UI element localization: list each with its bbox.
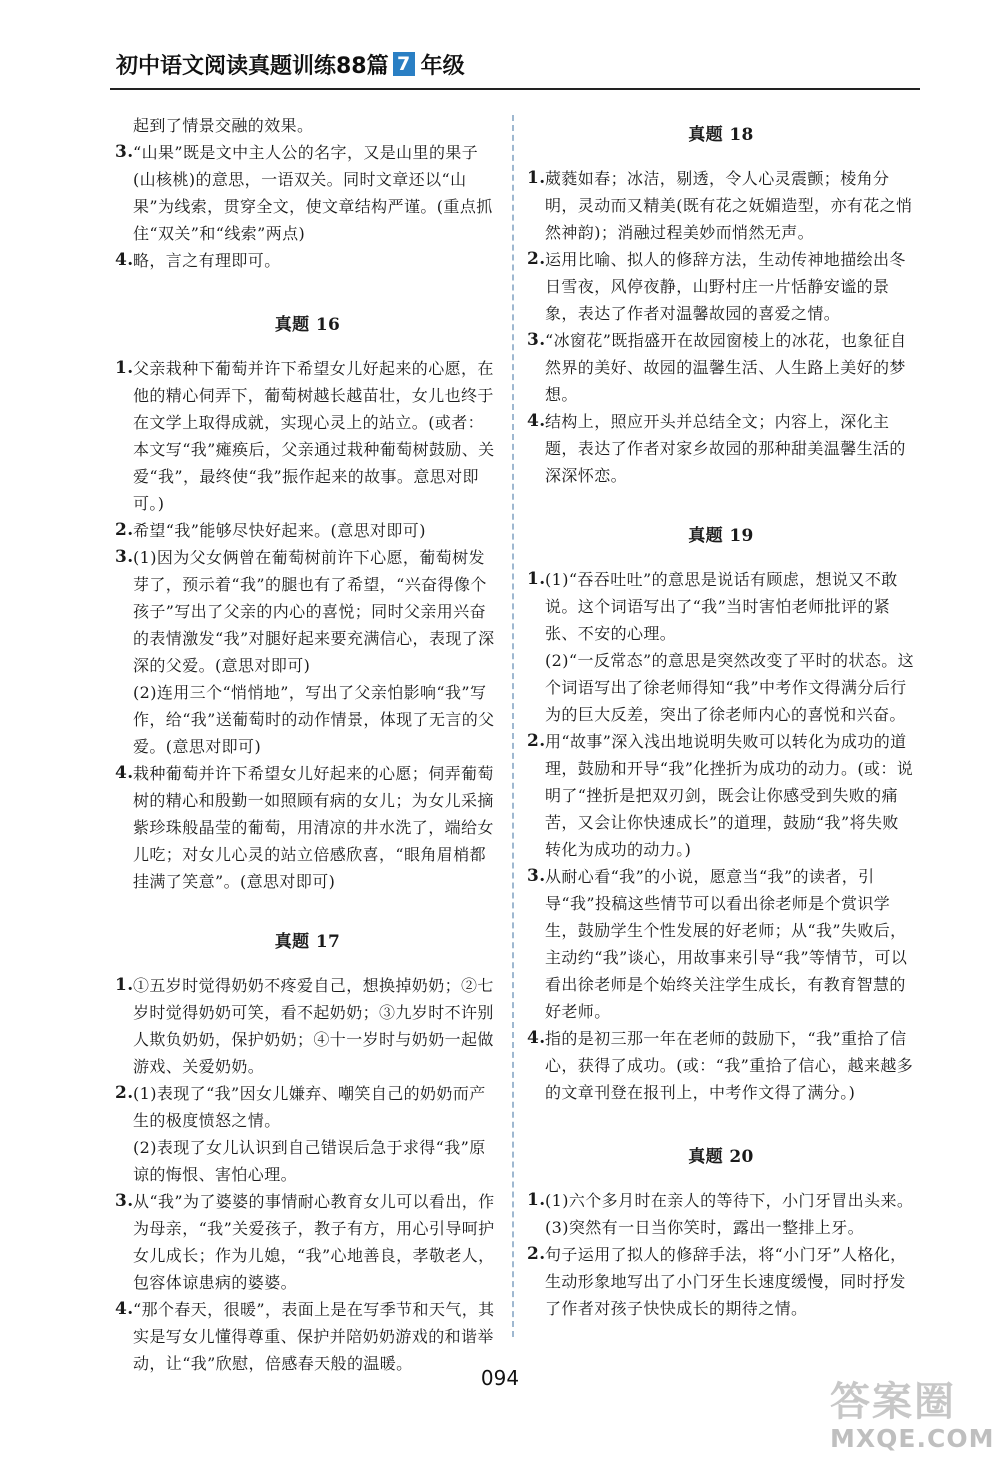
answer-item — [115, 247, 500, 274]
item-text: 略，言之有理即可。 — [133, 251, 281, 270]
item-text: “山果”既是文中主人公的名字，又是山里的果子(山核桃)的意思，一语双关。同时文章还以“山果”为线索，贯穿全文，使文章结构严谨。(重点抓住“双关”和“线索”两点) — [133, 143, 493, 243]
answer-item — [115, 517, 500, 544]
item-text: 从“我”为了婆婆的事情耐心教育女儿可以看出，作为母亲，“我”关爱孩子，教子有方，用心引导呵护女儿成长；作为儿媳，“我”心地善良，孝敬老人，包容体谅患病的婆婆。 — [133, 1192, 495, 1292]
left-column — [115, 112, 500, 1377]
item-number: 1. — [115, 358, 134, 378]
item-text: (1)因为父女俩曾在葡萄树前许下心愿，葡萄树发芽了，预示着“我”的腿也有了希望，“兴奋得像个孩子”写出了父亲的内心的喜悦；同时父亲用兴奋的表情激发“我”对腿好起来要充满信心，表现了深深的父爱。(意思对即可) — [133, 548, 495, 675]
grade-suffix: 年级 — [420, 53, 465, 79]
item-text: 结构上，照应开头并总结全文；内容上，深化主题，表达了作者对家乡故园的那种甜美温馨生活的深深怀恋。 — [545, 412, 906, 485]
answer-item — [527, 327, 915, 408]
item-subtext: (2)“一反常态”的意思是突然改变了平时的状态。这个词语写出了徐老师得知“我”中考作文得满分后行为的巨大反差，突出了徐老师内心的喜悦和兴奋。 — [545, 651, 915, 724]
item-number: 1. — [527, 569, 546, 589]
watermark-url: MXQE.COM — [830, 1424, 995, 1453]
continuation-text: 起到了情景交融的效果。 — [133, 116, 314, 135]
item-text: “那个春天，很暖”，表面上是在写季节和天气，其实是写女儿懂得尊重、保护并陪奶奶游戏的和谐举动，让“我”欣慰，倍感春天般的温暖。 — [133, 1300, 495, 1373]
item-number: 2. — [527, 249, 546, 269]
section-title-20: 真题 20 — [688, 1147, 754, 1167]
answer-item — [115, 355, 500, 517]
item-text: “冰窗花”既指盛开在故园窗棱上的冰花，也象征自然界的美好、故园的温馨生活、人生路上美好的梦想。 — [545, 331, 907, 404]
item-number: 2. — [115, 1083, 134, 1103]
item-number: 3. — [527, 866, 546, 886]
item-text: ①五岁时觉得奶奶不疼爱自己，想换掉奶奶；②七岁时觉得奶奶可笑，看不起奶奶；③九岁时不许别人欺负奶奶，保护奶奶；④十一岁时与奶奶一起做游戏、关爱奶奶。 — [133, 976, 494, 1076]
item-subtext: (2)连用三个“悄悄地”，写出了父亲怕影响“我”写作，给“我”送葡萄时的动作情景，体现了无言的父爱。(意思对即可) — [133, 683, 495, 756]
item-text: 指的是初三那一年在老师的鼓励下，“我”重拾了信心，获得了成功。(或：“我”重拾了信心，越来越多的文章刊登在报刊上，中考作文得了满分。) — [545, 1029, 914, 1102]
section-title-18: 真题 18 — [688, 125, 754, 145]
answer-item — [527, 566, 915, 728]
book-title: 初中语文阅读真题训练88篇 — [116, 53, 389, 79]
answer-item — [115, 1296, 500, 1377]
column-divider — [512, 115, 514, 1337]
answer-item — [115, 1080, 500, 1188]
item-number: 2. — [527, 1244, 546, 1264]
section-title-16: 真题 16 — [274, 315, 341, 335]
answer-item — [527, 728, 915, 863]
answer-item — [527, 863, 915, 1025]
item-number: 3. — [115, 547, 134, 567]
item-text: (1)“吞吞吐吐”的意思是说话有顾虑，想说又不敢说。这个词语写出了“我”当时害怕老师批评的紧张、不安的心理。 — [545, 570, 898, 643]
item-number: 3. — [115, 142, 134, 162]
item-text: (1)六个多月时在亲人的等待下，小门牙冒出头来。(3)突然有一日当你笑时，露出一整排上牙。 — [545, 1191, 914, 1237]
item-number: 4. — [115, 763, 134, 783]
item-subtext: (2)表现了女儿认识到自己错误后急于求得“我”原谅的悔恨、害怕心理。 — [133, 1138, 486, 1184]
grade-badge: 7 — [393, 52, 415, 76]
answer-item — [115, 139, 500, 247]
item-text: 父亲栽种下葡萄并许下希望女儿好起来的心愿，在他的精心伺弄下，葡萄树越长越苗壮，女儿也终于在文学上取得成就，实现心灵上的站立。(或者：本文写“我”瘫痪后，父亲通过栽种葡萄树鼓励、关爱“我”，最终使“我”振作起来的故事。意思对即可。) — [133, 359, 495, 513]
item-number: 1. — [527, 168, 546, 188]
item-text: 运用比喻、拟人的修辞方法，生动传神地描绘出冬日雪夜，风停夜静，山野村庄一片恬静安谧的景象，表达了作者对温馨故园的喜爱之情。 — [545, 250, 906, 323]
answer-item — [115, 972, 500, 1080]
item-number: 4. — [527, 411, 546, 431]
item-text: 希望“我”能够尽快好起来。(意思对即可) — [133, 521, 426, 540]
answer-item — [527, 1187, 915, 1241]
item-number: 1. — [527, 1190, 546, 1210]
item-number: 4. — [115, 250, 134, 270]
item-number: 4. — [527, 1028, 546, 1048]
item-text: 用“故事”深入浅出地说明失败可以转化为成功的道理，鼓励和开导“我”化挫折为成功的动力。(或：说明了“挫折是把双刃剑，既会让你感受到失败的痛苦，又会让你快速成长”的道理，鼓励“我”将失败转化为成功的动力。) — [545, 732, 914, 859]
section-title-19: 真题 19 — [688, 526, 754, 546]
item-text: 葳蕤如春；冰洁，剔透，令人心灵震颤；棱角分明，灵动而又精美(既有花之妩媚造型，亦有花之悄然神韵)；消融过程美妙而悄然无声。 — [545, 169, 913, 242]
header-rule — [110, 88, 920, 90]
item-text: 从耐心看“我”的小说，愿意当“我”的读者，引导“我”投稿这些情节可以看出徐老师是个赏识学生，鼓励学生个性发展的好老师；从“我”失败后，主动约“我”谈心，用故事来引导“我”等情节，可以看出徐老师是个始终关注学生成长，有教育智慧的好老师。 — [545, 867, 908, 1021]
item-number: 2. — [115, 520, 134, 540]
answer-item — [527, 165, 915, 246]
answer-item — [527, 1025, 915, 1106]
answer-item — [115, 760, 500, 895]
item-text: 栽种葡萄并许下希望女儿好起来的心愿；伺弄葡萄树的精心和殷勤一如照顾有病的女儿；为女儿采摘紫珍珠般晶莹的葡萄，用清凉的井水洗了，端给女儿吃；对女儿心灵的站立倍感欣喜，“眼角眉梢都挂满了笑意”。(意思对即可) — [133, 764, 494, 891]
answer-item — [115, 544, 500, 760]
item-number: 3. — [115, 1191, 134, 1211]
answer-item — [527, 246, 915, 327]
item-text: 句子运用了拟人的修辞手法，将“小门牙”人格化，生动形象地写出了小门牙生长速度缓慢，同时抒发了作者对孩子快快成长的期待之情。 — [545, 1245, 907, 1318]
item-number: 3. — [527, 330, 546, 350]
right-column — [527, 112, 915, 1322]
item-number: 2. — [527, 731, 546, 751]
section-title-17: 真题 17 — [274, 932, 341, 952]
answer-item — [115, 1188, 500, 1296]
answer-item — [527, 1241, 915, 1322]
answer-item — [527, 408, 915, 489]
watermark-logo: 答案圈 — [830, 1379, 956, 1425]
watermark — [830, 1380, 995, 1464]
page-number: 094 — [480, 1366, 520, 1390]
item-text: (1)表现了“我”因女儿嫌弃、嘲笑自己的奶奶而产生的极度愤怒之情。 — [133, 1084, 486, 1130]
page-header — [116, 44, 465, 84]
item-number: 1. — [115, 975, 134, 995]
item-number: 4. — [115, 1299, 134, 1319]
